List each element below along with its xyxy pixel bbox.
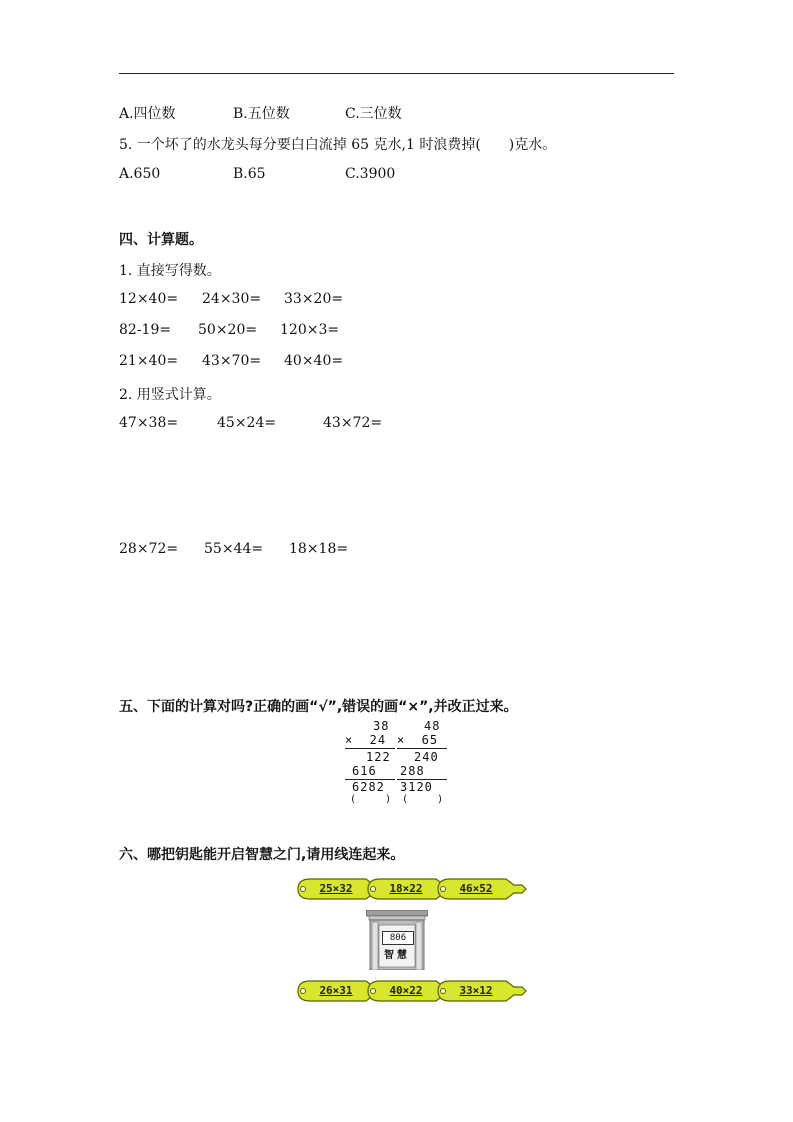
calc1-partial-2: 616 — [352, 764, 377, 778]
calc2-result: 3120 — [400, 780, 433, 794]
key-label: 33×12 — [459, 984, 493, 997]
calc2-partial-2: 288 — [400, 764, 425, 778]
key-label: 25×32 — [319, 882, 353, 895]
q4-option-c: C.三位数 — [345, 106, 402, 122]
key-label: 46×52 — [459, 882, 493, 895]
door-text: 智慧 — [384, 950, 410, 961]
key-label: 26×31 — [319, 984, 353, 997]
direct-calc-item: 24×30= — [202, 291, 262, 307]
key-top-3[interactable] — [436, 876, 528, 902]
calc2-answer-blank[interactable]: ( ) — [402, 794, 445, 805]
vertical-calc-item: 55×44= — [204, 541, 264, 557]
calc1-multiplier: × 24 — [345, 733, 387, 747]
q4-option-b: B.五位数 — [233, 106, 290, 122]
door-number: 806 — [382, 931, 414, 945]
direct-calc-item: 40×40= — [284, 353, 344, 369]
q5-question: 5. 一个坏了的水龙头每分要白白流掉 65 克水,1 时浪费掉( )克水。 — [119, 137, 557, 153]
direct-calc-item: 50×20= — [198, 322, 258, 338]
section4-sub1: 1. 直接写得数。 — [119, 263, 221, 279]
vertical-calc-item: 43×72= — [323, 415, 383, 431]
direct-calc-item: 21×40= — [119, 353, 179, 369]
calc2-multiplier: × 65 — [397, 733, 439, 747]
vertical-calc-item: 47×38= — [119, 415, 179, 431]
section6-title: 六、哪把钥匙能开启智慧之门,请用线连起来。 — [119, 847, 405, 863]
direct-calc-item: 43×70= — [202, 353, 262, 369]
calc1-rule-1 — [345, 748, 395, 749]
key-bottom-3[interactable] — [436, 978, 528, 1004]
calc2-rule-1 — [397, 748, 447, 749]
calc1-partial-1: 122 — [366, 750, 391, 764]
vertical-calc-item: 45×24= — [217, 415, 277, 431]
vertical-calc-item: 18×18= — [289, 541, 349, 557]
wisdom-door — [366, 910, 428, 970]
calc1-multiplicand: 38 — [373, 719, 390, 733]
direct-calc-item: 120×3= — [280, 322, 340, 338]
header-rule — [119, 73, 674, 74]
q5-option-a: A.650 — [119, 166, 161, 182]
q5-option-b: B.65 — [233, 166, 266, 182]
calc1-answer-blank[interactable]: ( ) — [350, 794, 393, 805]
direct-calc-item: 82-19= — [119, 322, 172, 338]
vertical-calc-item: 28×72= — [119, 541, 179, 557]
calc2-partial-1: 240 — [414, 750, 439, 764]
section5-title: 五、下面的计算对吗?正确的画“√”,错误的画“×”,并改正过来。 — [119, 699, 518, 715]
direct-calc-item: 33×20= — [284, 291, 344, 307]
direct-calc-item: 12×40= — [119, 291, 179, 307]
q4-option-a: A.四位数 — [119, 106, 176, 122]
section4-sub2: 2. 用竖式计算。 — [119, 387, 221, 403]
q5-option-c: C.3900 — [345, 166, 396, 182]
section4-title: 四、计算题。 — [119, 232, 203, 248]
calc1-result: 6282 — [352, 780, 385, 794]
calc2-multiplicand: 48 — [424, 719, 441, 733]
key-label: 18×22 — [389, 882, 423, 895]
key-label: 40×22 — [389, 984, 423, 997]
